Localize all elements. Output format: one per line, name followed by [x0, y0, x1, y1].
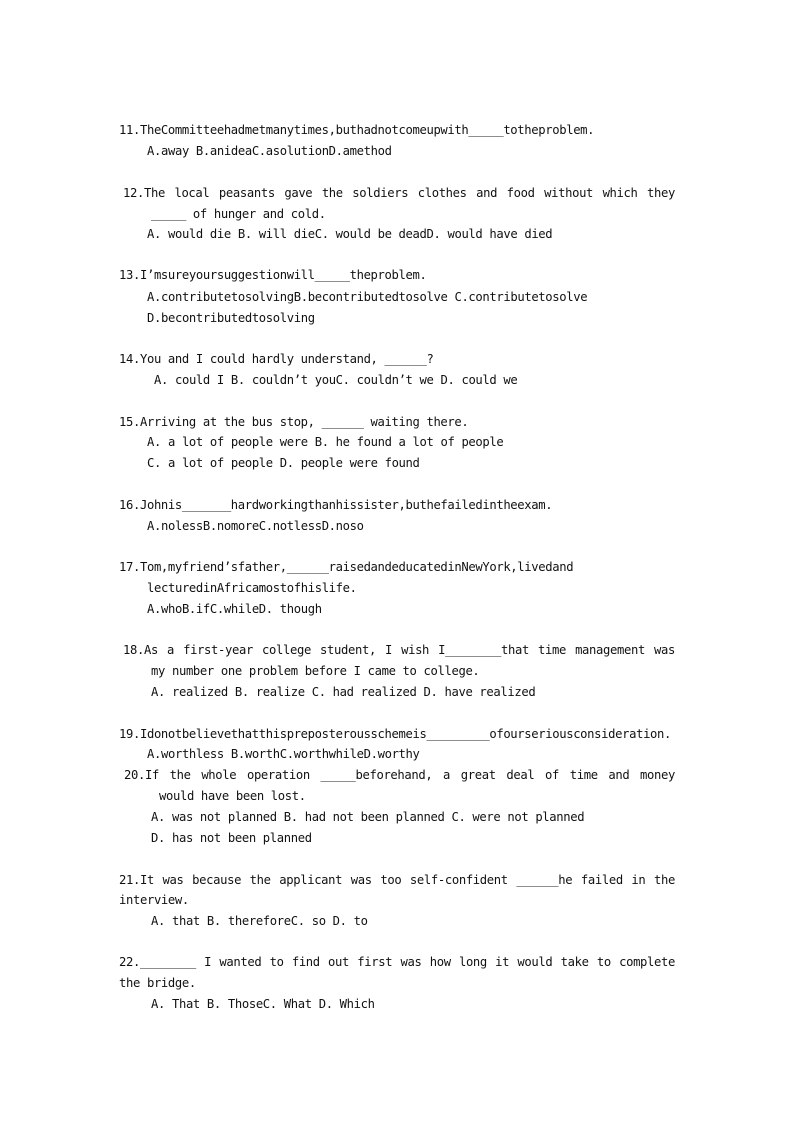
question-18-stem-cont: my number one problem before I came to college. — [151, 664, 480, 678]
question-11-stem: 11.TheCommitteehadmetmanytimes,buthadnotcomeupwith_____totheproblem. — [119, 123, 595, 137]
question-15-stem: 15.Arriving at the bus stop, ______ waiting there. — [119, 415, 469, 429]
question-11-options: A.away B.anideaC.asolutionD.amethod — [147, 144, 392, 158]
question-17-stem-cont: lecturedinAfricamostofhislife. — [147, 581, 357, 595]
question-15-options-2: C. a lot of people D. people were found — [147, 456, 420, 470]
question-15-options-1: A. a lot of people were B. he found a lot of people — [147, 435, 504, 449]
question-17-options: A.whoB.ifC.whileD. though — [147, 602, 322, 616]
question-14-stem: 14.You and I could hardly understand, ______? — [119, 352, 434, 366]
question-18-stem: 18.As a first-year college student, I wish I________that time management was — [123, 643, 675, 657]
question-18-options: A. realized B. realize C. had realized D. have realized — [151, 685, 536, 699]
question-16-options: A.nolessB.nomoreC.notlessD.noso — [147, 519, 364, 533]
question-12-stem: 12.The local peasants gave the soldiers clothes and food without which they — [123, 186, 675, 200]
question-21-stem: 21.It was because the applicant was too self-confident ______he failed in the — [119, 873, 675, 887]
question-13-stem: 13.I’msureyoursuggestionwill_____theproblem. — [119, 268, 427, 282]
question-21-stem-cont: interview. — [119, 893, 189, 907]
question-19-stem: 19.Idonotbelievethatthispreposterousschemeis_________ofourseriousconsideration. — [119, 727, 672, 741]
question-20-stem-cont: would have been lost. — [159, 789, 306, 803]
question-12-options: A. would die B. will dieC. would be deadD. would have died — [147, 227, 553, 241]
question-22-stem: 22.________ I wanted to find out first was how long it would take to complete — [119, 955, 675, 969]
question-19-options: A.worthless B.worthC.worthwhileD.worthy — [147, 747, 420, 761]
question-20-options-2: D. has not been planned — [151, 831, 312, 845]
question-12-stem-cont: _____ of hunger and cold. — [151, 207, 326, 221]
question-16-stem: 16.Johnis_______hardworkingthanhissister,buthefailedintheexam. — [119, 498, 553, 512]
question-21-options: A. that B. thereforeC. so D. to — [151, 914, 368, 928]
question-17-stem: 17.Tom,myfriend’sfather,______raisedandeducatedinNewYork,livedand — [119, 560, 574, 574]
question-13-options-2: D.becontributedtosolving — [147, 311, 315, 325]
question-20-stem: 20.If the whole operation _____beforehand, a great deal of time and money — [124, 768, 675, 782]
question-22-stem-cont: the bridge. — [119, 976, 196, 990]
question-14-options: A. could I B. couldn’t youC. couldn’t we D. could we — [154, 373, 518, 387]
question-22-options: A. That B. ThoseC. What D. Which — [151, 997, 375, 1011]
question-20-options-1: A. was not planned B. had not been planned C. were not planned — [151, 810, 585, 824]
question-13-options-1: A.contributetosolvingB.becontributedtosolve C.contributetosolve — [147, 290, 588, 304]
